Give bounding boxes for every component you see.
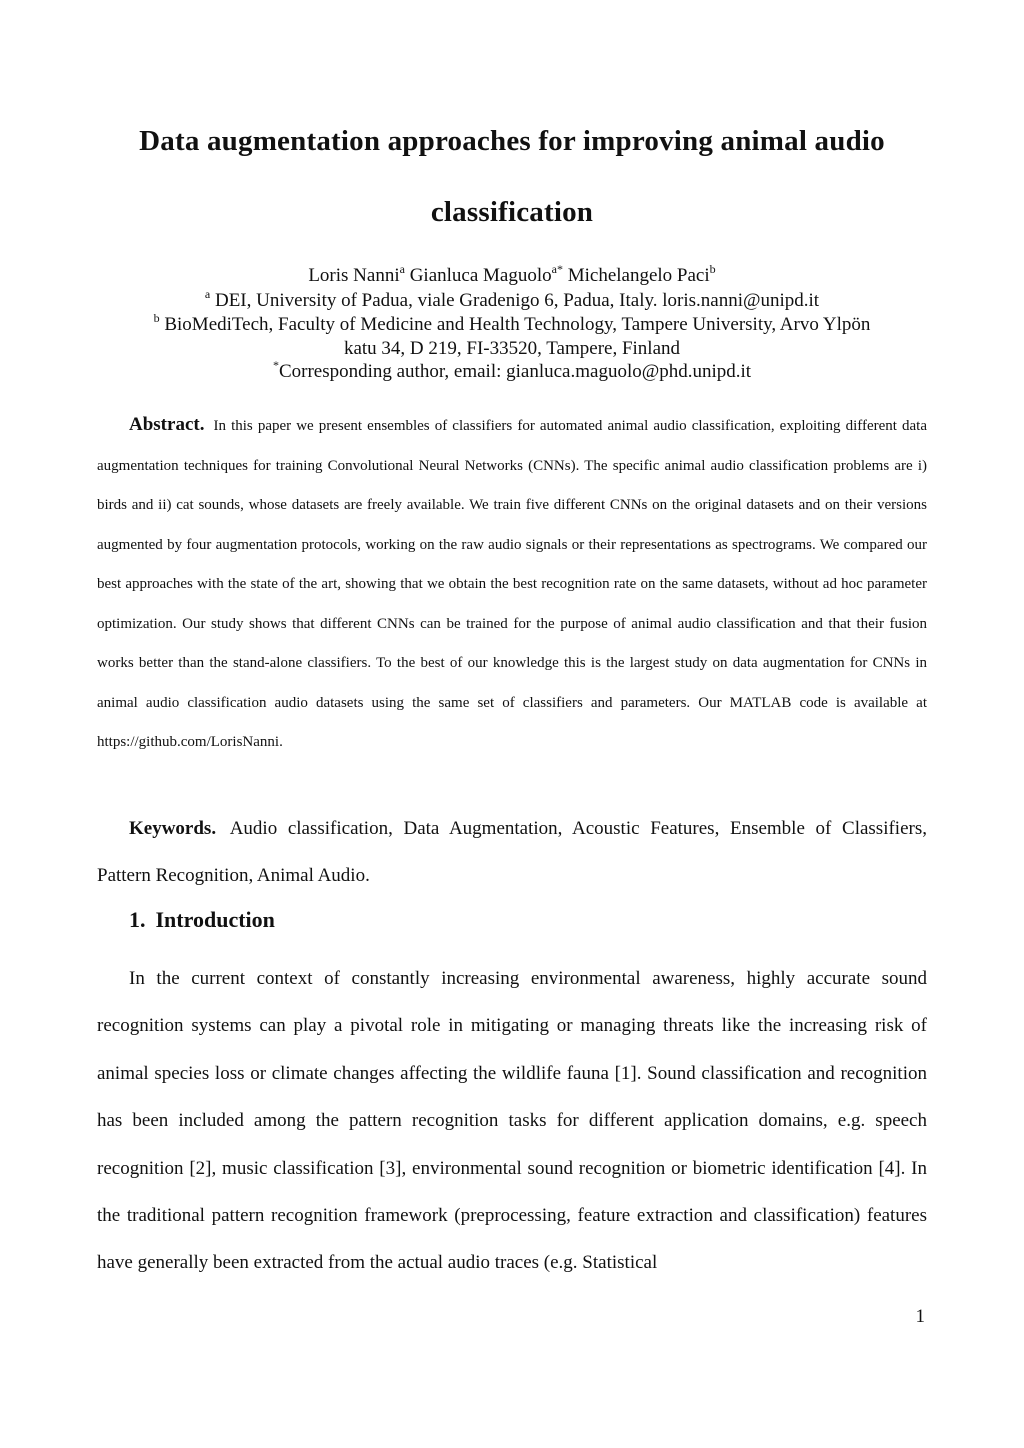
affiliation-a	[97, 289, 927, 312]
affiliation-text: DEI, University of Padua, viale Gradenigo 6, Padua, Italy. loris.nanni@unipd.it	[210, 290, 820, 311]
affiliation-b	[97, 313, 927, 336]
affiliation-b-continued: katu 34, D 219, FI-33520, Tampere, Finland	[343, 338, 681, 359]
corresponding-mark: *	[272, 358, 279, 372]
page-number: 1	[915, 1306, 925, 1327]
keywords	[97, 805, 927, 899]
introduction-paragraph	[97, 955, 927, 1287]
corresponding-author	[97, 360, 927, 383]
abstract-label: Abstract.	[129, 414, 205, 435]
introduction-text: In the current context of constantly increasing environmental awareness, highly accurate sound recognition systems can play a pivotal role in mitigating or managing threats like the increasing risk of animal species loss or climate changes affecting the wildlife fauna [1]. Sound classification and recognition has been included among the pattern recognition tasks for different application domains, e.g. speech recognition [2], music classification [3], environmental sound recognition or biometric identification [4]. In the traditional pattern recognition framework (preprocessing, feature extraction and classification) features have generally been extracted from the actual audio traces (e.g. Statistical	[97, 968, 927, 1274]
corresponding-author-text: Corresponding author, email: gianluca.maguolo@phd.unipd.it	[278, 361, 752, 382]
affiliation-text: BioMediTech, Faculty of Medicine and Health Technology, Tampere University, Arvo Ylpön	[159, 314, 871, 335]
author-affiliation-mark: a	[399, 262, 405, 276]
author-affiliation-mark: a*	[551, 262, 563, 276]
author-name: Loris Nanni	[308, 265, 400, 286]
section-number: 1.	[129, 907, 146, 932]
section-title: Introduction	[155, 907, 275, 932]
abstract-text: In this paper we present ensembles of classifiers for automated animal audio classification, exploiting different data augmentation techniques for training Convolutional Neural Networks (CNNs). The specific animal audio classification problems are i) birds and ii) cat sounds, whose datasets are freely available. We train five different CNNs on the original datasets and on their versions augmented by four augmentation protocols, working on the raw audio signals or their representations as spectrograms. We compared our best approaches with the state of the art, showing that we obtain the best recognition rate on the same datasets, without ad hoc parameter optimization. Our study shows that different CNNs can be trained for the purpose of animal audio classification and that their fusion works better than the stand-alone classifiers. To the best of our knowledge this is the largest study on data augmentation for CNNs in animal audio classification audio datasets using the same set of classifiers and parameters. Our MATLAB code is available at https://github.com/LorisNanni.	[97, 418, 927, 750]
section-heading-introduction	[129, 906, 275, 934]
paper-title-line-1: Data augmentation approaches for improving animal audio	[139, 125, 885, 157]
abstract	[97, 405, 927, 763]
keywords-label: Keywords.	[129, 818, 217, 839]
author-name: Michelangelo Paci	[562, 265, 710, 286]
keywords-text: Audio classification, Data Augmentation, Acoustic Features, Ensemble of Classifiers, Pattern Recognition, Animal Audio.	[97, 818, 927, 886]
author-list	[97, 264, 927, 287]
affiliation-mark: b	[153, 311, 160, 325]
author-name: Gianluca Maguolo	[404, 265, 552, 286]
affiliation-mark: a	[204, 287, 211, 301]
paper-title-line-2: classification	[430, 196, 594, 228]
author-affiliation-mark: b	[709, 262, 716, 276]
